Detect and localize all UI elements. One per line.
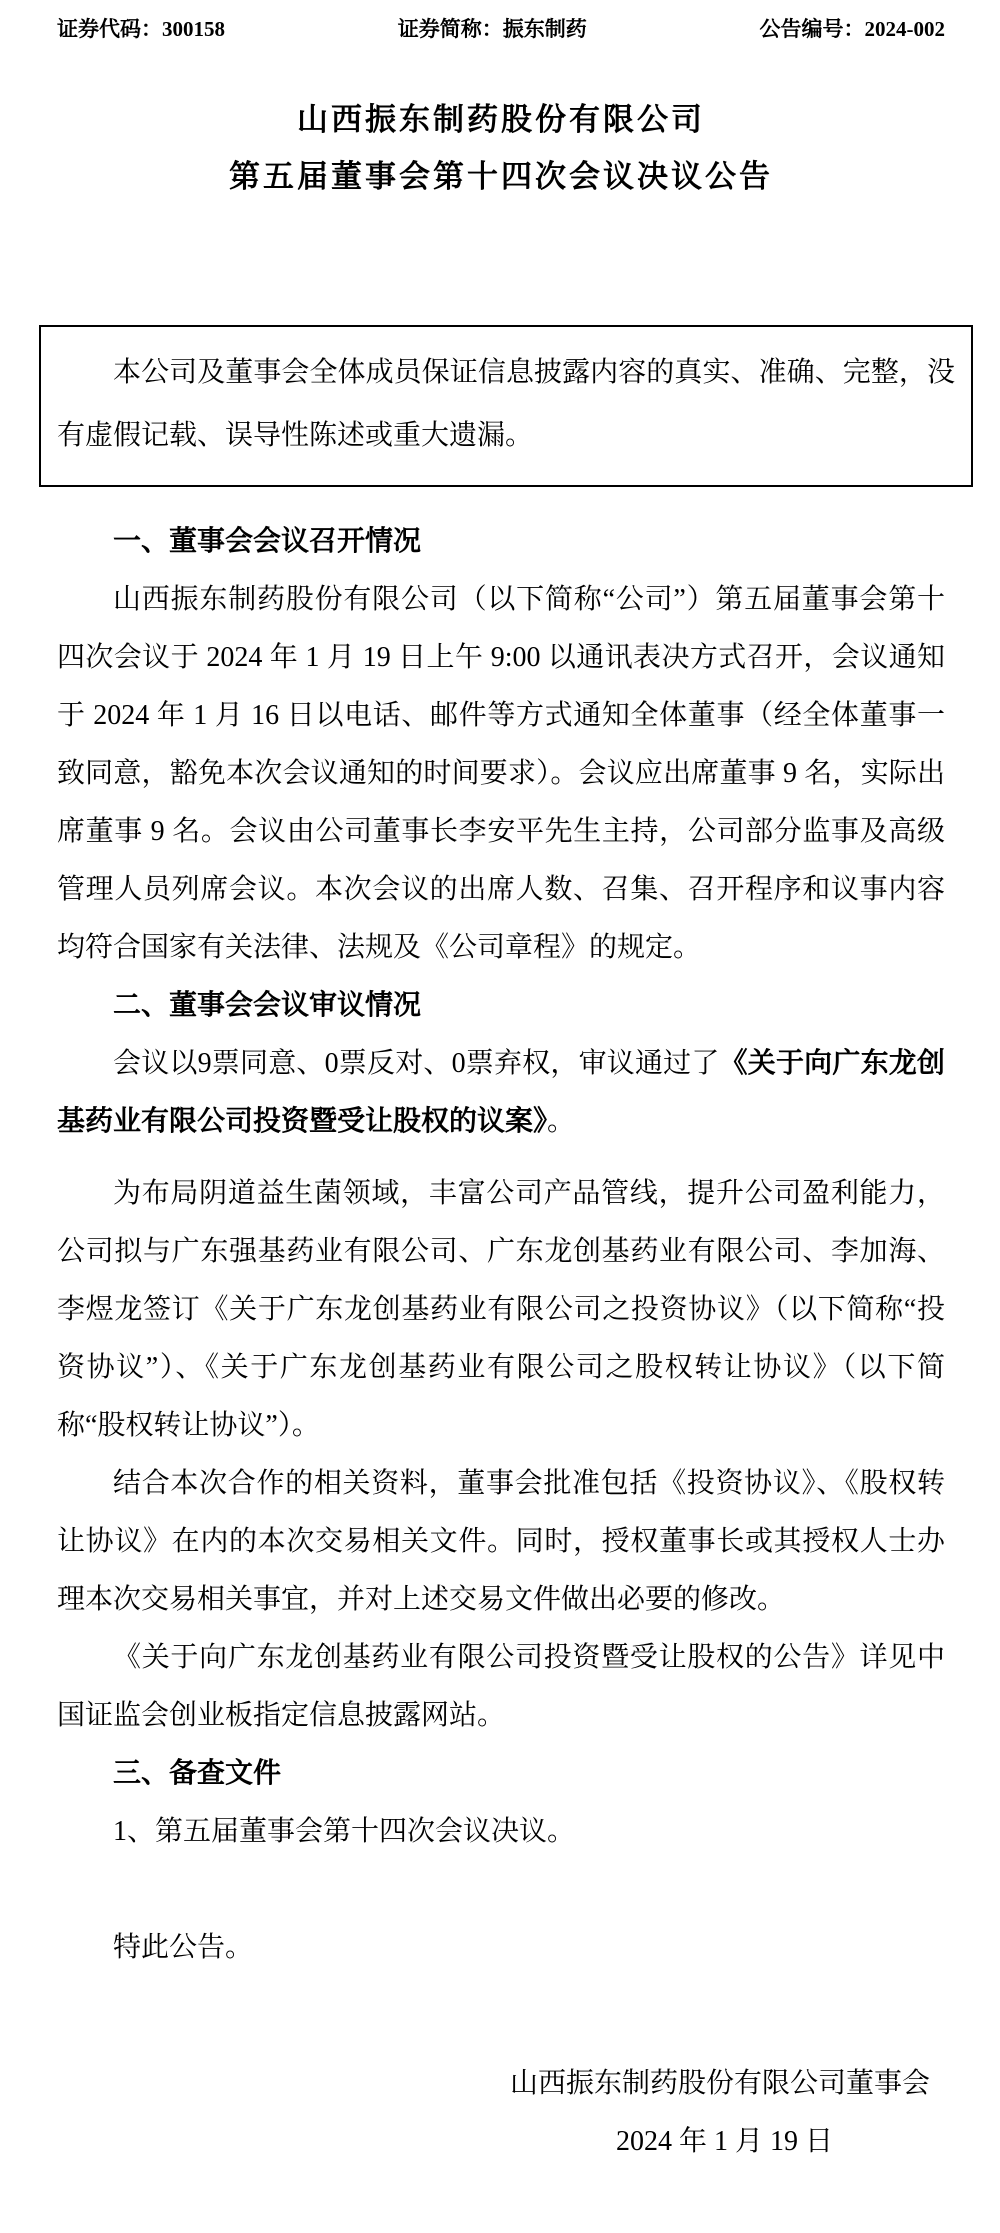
disclaimer-text: 本公司及董事会全体成员保证信息披露内容的真实、准确、完整，没有虚假记载、误导性陈述或重大遗漏。 — [57, 357, 955, 451]
disclaimer-box — [39, 325, 973, 487]
section-1-paragraph: 山西振东制药股份有限公司（以下简称“公司”）第五届董事会第十四次会议于 2024 年 1 月 19 日上午 9:00 以通讯表决方式召开，会议通知于 2024 年 1 月 16 日以电话、邮件等方式通知全体董事（经全体董事一致同意，豁免本次会议通知的时间要求）。会议应出席董事 9 名，实际出席董事 9 名。会议由公司董事长李安平先生主持，公司部分监事及高级管理人员列席会议。本次会议的出席人数、召集、召开程序和议事内容均符合国家有关法律、法规及《公司章程》的规定。 — [57, 584, 945, 963]
section-2-paragraph-3: 结合本次合作的相关资料，董事会批准包括《投资协议》、《股权转让协议》在内的本次交易相关文件。同时，授权董事长或其授权人士办理本次交易相关事宜，并对上述交易文件做出必要的修改。 — [57, 1468, 945, 1615]
resolution-title-text: 《关于向广东龙创基药业有限公司投资暨受让股权的议案》 — [57, 1048, 945, 1137]
document-header — [57, 16, 945, 42]
section-2-vote-paragraph — [57, 1035, 945, 1151]
section-2-paragraph-2: 为布局阴道益生菌领域，丰富公司产品管线，提升公司盈利能力，公司拟与广东强基药业有限公司、广东龙创基药业有限公司、李加海、李煜龙签订《关于广东龙创基药业有限公司之投资协议》（以下简称“投资协议”）、《关于广东龙创基药业有限公司之股权转让协议》（以下简称“股权转让协议”）。 — [57, 1178, 945, 1441]
section-3-heading: 三、备查文件 — [113, 1758, 282, 1789]
announcement-date: 2024 年 1 月 19 日 — [615, 2126, 833, 2157]
announcement-number: 公告编号：2024-002 — [759, 17, 945, 41]
vote-result-text: 会议以9票同意、0票反对、0票弃权，审议通过了 — [113, 1048, 720, 1079]
closing-statement: 特此公告。 — [113, 1932, 254, 1963]
board-signature: 山西振东制药股份有限公司董事会 — [509, 2068, 930, 2099]
company-name-title: 山西振东制药股份有限公司 — [297, 102, 705, 137]
blank-line — [57, 1861, 945, 1919]
vote-paragraph-period: 。 — [547, 1106, 576, 1137]
section-2-paragraph-4: 《关于向广东龙创基药业有限公司投资暨受让股权的公告》详见中国证监会创业板指定信息披露网站。 — [57, 1642, 945, 1731]
section-1-heading: 一、董事会会议召开情况 — [113, 526, 422, 557]
section-2-heading: 二、董事会会议审议情况 — [113, 990, 422, 1021]
announcement-title: 第五届董事会第十四次会议决议公告 — [229, 159, 773, 194]
stock-short-name: 证券简称：振东制药 — [397, 17, 587, 41]
stock-code: 证券代码：300158 — [57, 17, 225, 41]
section-3-item-1: 1、第五届董事会第十四次会议决议。 — [113, 1816, 576, 1847]
